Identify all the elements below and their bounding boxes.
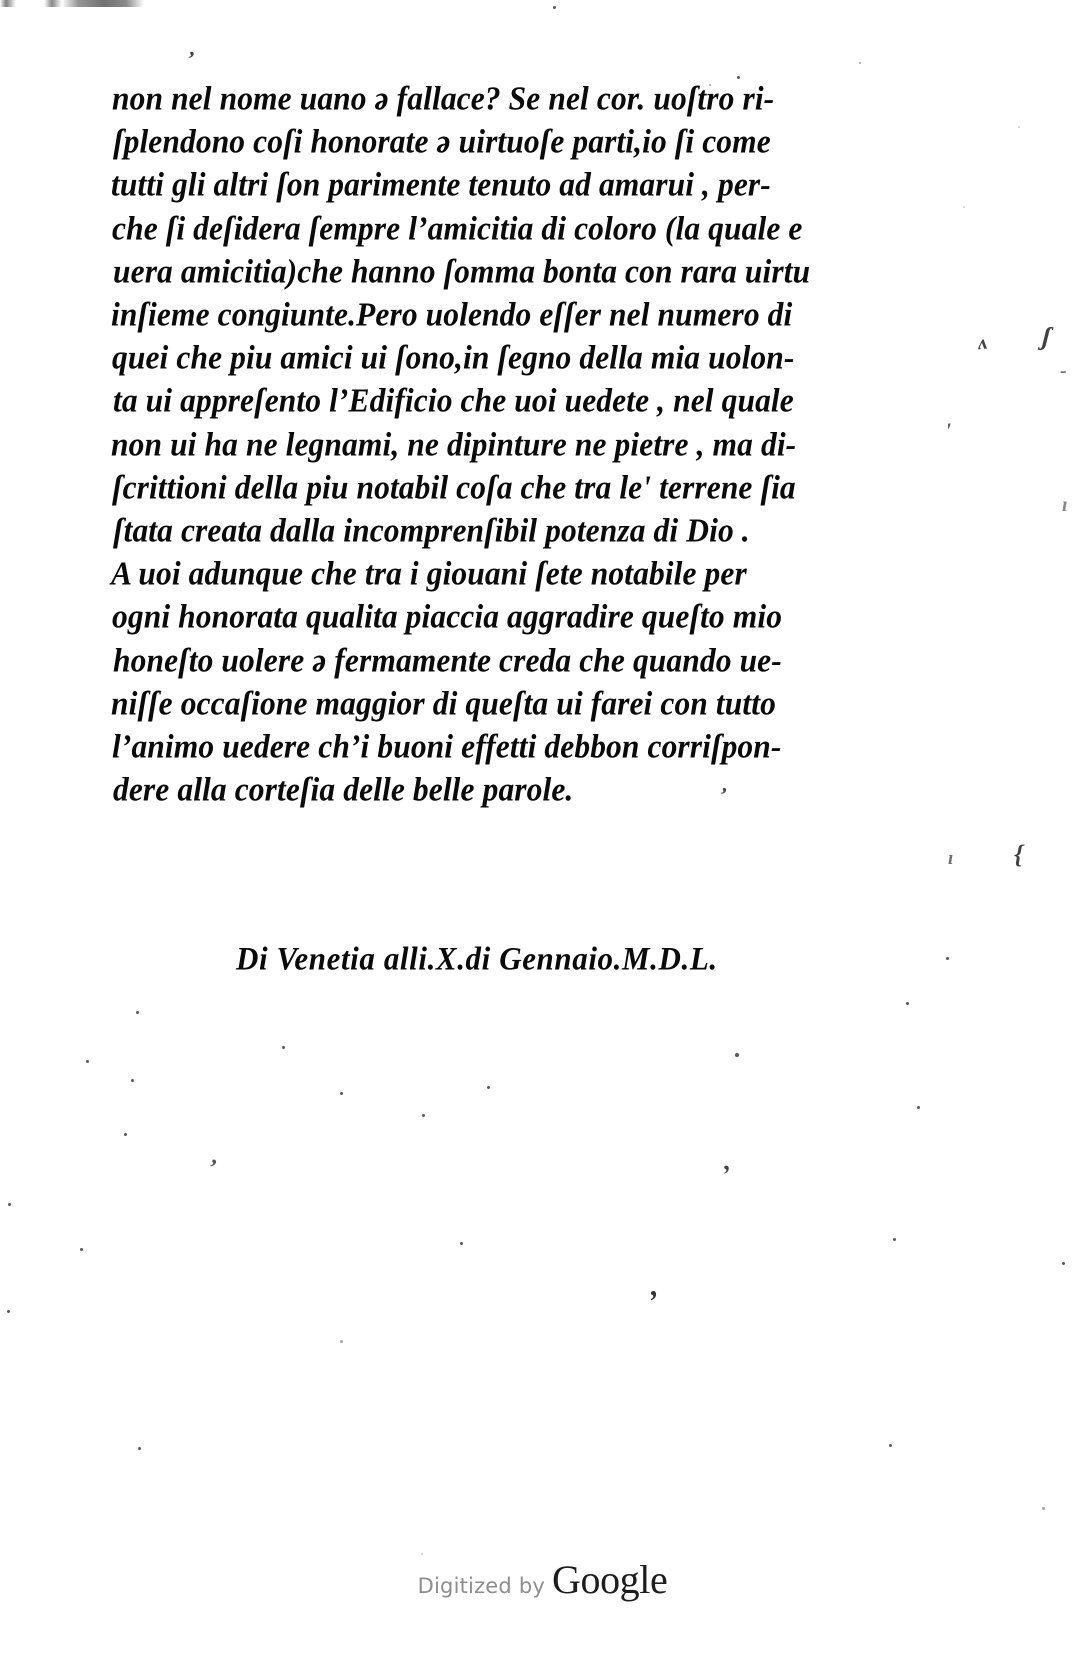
scan-speck	[1018, 126, 1020, 128]
bleedthrough-mark: ʼ	[714, 781, 730, 808]
scan-speck	[553, 6, 556, 9]
scan-speck	[1062, 1262, 1065, 1265]
scan-speck	[131, 1079, 134, 1082]
digitized-by-label: Digitized by	[417, 1574, 545, 1598]
scan-speck	[487, 1086, 490, 1089]
scan-speck	[460, 1242, 463, 1245]
bleedthrough-mark: -	[1060, 360, 1067, 382]
body-line: inſieme congiunte.Pero uolendo eſſer nel numero di	[111, 295, 793, 333]
body-line: uera amicitia)che hanno ſomma bonta con rara uirtu	[113, 252, 811, 290]
bleedthrough-mark: {	[1014, 840, 1024, 869]
body-line: dere alla corteſia delle belle parole.	[113, 770, 574, 808]
scan-speck	[889, 1444, 892, 1447]
body-line: ſcrittioni della piu notabil coſa che tra le' terrene ſia	[112, 468, 796, 506]
dateline: Di Venetia alli.X.di Gennaio.M.D.L.	[236, 939, 718, 977]
body-line: ſplendono coſi honorate ǝ uirtuoſe parti,io ſi come	[113, 122, 771, 160]
bleedthrough-mark: ʼ	[183, 45, 196, 72]
bleedthrough-mark: ı	[948, 848, 954, 869]
scan-speck	[136, 1011, 139, 1014]
scan-speck	[86, 1060, 89, 1063]
body-line: non nel nome uano ǝ fallace? Se nel cor. uoſtro ri-	[112, 79, 775, 117]
scan-speck	[282, 1046, 285, 1049]
scan-speck	[421, 1553, 423, 1555]
bleedthrough-mark: '	[945, 418, 952, 443]
bleedthrough-mark: ʼ	[646, 1284, 660, 1319]
bleedthrough-mark: ʼ	[719, 1159, 733, 1190]
scan-speck	[946, 957, 949, 960]
scan-speck	[80, 1248, 83, 1251]
scan-speck	[963, 206, 965, 208]
scan-edge-artifact	[0, 0, 150, 7]
body-line: niſſe occaſione maggior di queſta ui farei con tutto	[111, 684, 776, 722]
body-line: che ſi deſidera ſempre l’amicitia di coloro (la quale e	[112, 209, 803, 247]
bleedthrough-mark: ʃ	[1041, 321, 1052, 352]
scan-speck	[1042, 1507, 1045, 1510]
letter-body	[112, 78, 922, 812]
bleedthrough-mark: ʼ	[203, 1154, 219, 1182]
scan-speck	[138, 1447, 141, 1450]
scan-speck	[906, 1002, 909, 1005]
body-line: ſtata creata dalla incomprenſibil potenza di Dio .	[113, 511, 750, 549]
scan-speck	[893, 1238, 896, 1241]
body-line: quei che piu amici ui ſono,in ſegno della mia uolon-	[112, 338, 795, 376]
scan-speck	[735, 1053, 739, 1057]
scan-speck	[859, 62, 861, 64]
body-line: honeſto uolere ǝ fermamente creda che quando ue-	[113, 641, 782, 679]
body-line: ogni honorata qualita piaccia aggradire queſto mio	[112, 598, 783, 636]
scan-speck	[8, 1203, 11, 1206]
body-line: tutti gli altri ſon parimente tenuto ad amarui , per-	[111, 166, 771, 204]
body-line: l’animo uedere ch’i buoni effetti debbon corriſpon-	[112, 727, 782, 765]
bleedthrough-mark: ı	[1062, 494, 1068, 516]
digitized-by-footer	[0, 1556, 1085, 1603]
bleedthrough-mark: ʌ	[976, 331, 988, 355]
scan-speck	[340, 1340, 343, 1343]
body-line: non ui ha ne legnami, ne dipinture ne pietre , ma di-	[111, 425, 797, 463]
google-wordmark: Google	[552, 1557, 668, 1602]
scan-speck	[422, 1114, 425, 1117]
scan-speck	[917, 1106, 920, 1109]
scan-speck	[7, 1310, 10, 1313]
scan-speck	[124, 1133, 127, 1136]
body-line: ta ui appreſento l’Edificio che uoi uedete , nel quale	[113, 382, 794, 420]
scan-speck	[340, 1092, 343, 1095]
body-line: A uoi adunque che tra i giouani ſete notabile per	[111, 554, 747, 592]
